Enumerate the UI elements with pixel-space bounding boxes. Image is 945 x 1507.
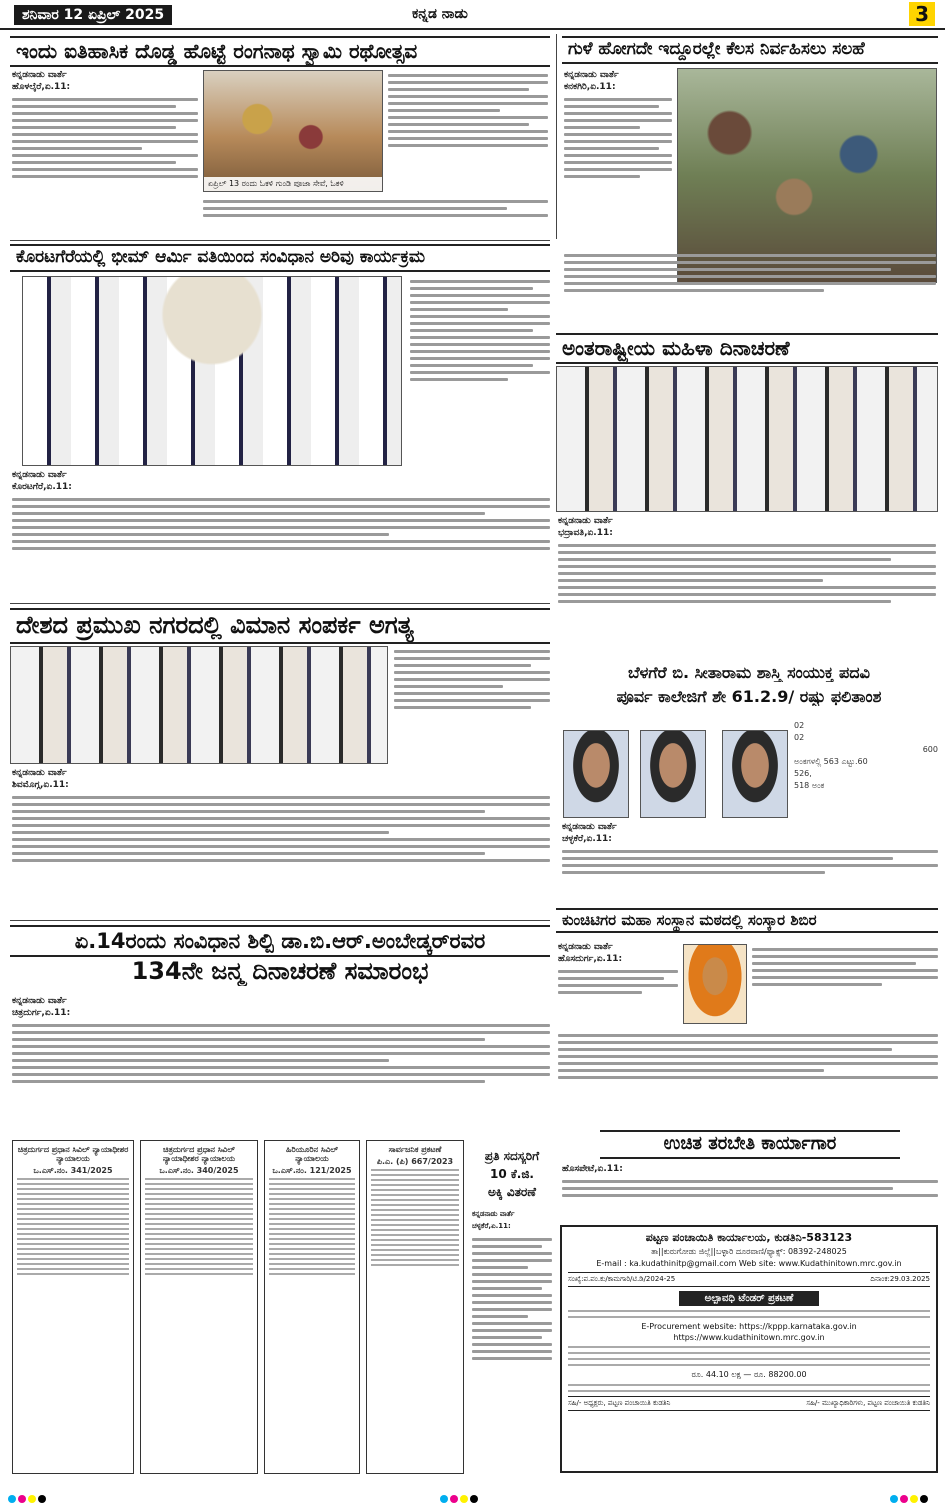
student-photo-2 xyxy=(640,730,706,818)
story9-body xyxy=(562,1176,938,1220)
tender-email: E-mail : ka.kudathinitp@gmail.com Web site: www.Kudathinitown.mrc.gov.in xyxy=(596,1259,902,1268)
newspaper-name: ಕನ್ನಡ ನಾಡು xyxy=(412,6,468,22)
story6-dateline: ಚಳ್ಳಕೆರೆ,ಏ.11: xyxy=(562,834,612,844)
story7-body xyxy=(12,1020,550,1132)
story10-headline-line2: 10 ಕೆ.ಜಿ. xyxy=(490,1168,534,1181)
story3-body-2 xyxy=(12,494,550,598)
story7-headline-line1: ಏ.14ರಂದು ಸಂವಿಧಾನ ಶಿಲ್ಪಿ ಡಾ.ಬಿ.ಆರ್.ಅಂಬೇಡ್ಕರ್‌ರವರ xyxy=(10,925,550,957)
notice-title: ಸಾರ್ವಜನಿಕ ಪ್ರಕಟಣೆ xyxy=(388,1145,442,1154)
story3-dateline: ಕೊರಟಗೆರೆ,ಏ.11: xyxy=(12,482,72,492)
color-marks-center xyxy=(440,1495,478,1503)
story6-figure: 02 xyxy=(794,721,805,730)
notice-case-number: ಒ.ಎಸ್.ನಂ. 340/2025 xyxy=(159,1166,239,1175)
story2-body-2 xyxy=(564,250,936,328)
student-photo-1 xyxy=(563,730,629,818)
legal-notice-4 xyxy=(366,1140,464,1474)
tender-date: ದಿನಾಂಕ:29.03.2025 xyxy=(870,1275,930,1283)
story7-dateline: ಚಿತ್ರದುರ್ಗ,ಏ.11: xyxy=(12,1008,71,1018)
tender-ref-bar xyxy=(568,1272,930,1287)
story3-photo xyxy=(22,276,402,466)
story4-body xyxy=(558,540,936,658)
legal-notice-2 xyxy=(140,1140,258,1474)
story2-body xyxy=(564,94,672,244)
story1-byline: ಕನ್ನಡನಾಡು ವಾರ್ತೆ xyxy=(12,70,67,80)
story1-photo xyxy=(203,70,383,192)
story2-dateline: ಕನಕಗಿರಿ,ಏ.11: xyxy=(564,82,616,92)
story6-body xyxy=(562,846,938,902)
notice-title: ಹಿರಿಯೂರಿನ ಸಿವಿಲ್ ನ್ಯಾಯಾಲಯ xyxy=(285,1145,339,1163)
story3-byline: ಕನ್ನಡನಾಡು ವಾರ್ತೆ xyxy=(12,470,67,480)
tender-emd: ರೂ. 88200.00 xyxy=(753,1370,807,1379)
page-number: 3 xyxy=(909,2,935,26)
story4-photo xyxy=(556,366,938,512)
story2-byline: ಕನ್ನಡನಾಡು ವಾರ್ತೆ xyxy=(564,70,619,80)
tender-amount-row: ರೂ. 44.10 ಲಕ್ಷ — ರೂ. 88200.00 xyxy=(691,1370,807,1379)
story1-body-2 xyxy=(388,70,548,195)
student-photo-3 xyxy=(722,730,788,818)
story4-headline: ಅಂತರಾಷ್ಟ್ರೀಯ ಮಹಿಳಾ ದಿನಾಚರಣೆ xyxy=(556,333,938,364)
story5-photo xyxy=(10,646,388,764)
tender-taluk: ತಾ||ಕುರುಗೋಡು ಜಿಲ್ಲೆ||ಬಳ್ಳಾರಿ ದೂರವಾಣಿ/ಫ್ಯಾಕ್ಸ್: 08392-248025 xyxy=(651,1247,847,1256)
story3-body xyxy=(410,276,550,471)
notice-case-number: ಒ.ಎಸ್.ನಂ. 341/2025 xyxy=(33,1166,113,1175)
masthead xyxy=(0,0,945,30)
story1-dateline: ಹೊಳಲ್ಕೆರೆ,ಏ.11: xyxy=(12,82,71,92)
story6-figure: ಅಂಕಗಳಲ್ಲಿ 563 ಎಟ್ಟು.60 xyxy=(794,757,868,766)
story8-body-2 xyxy=(752,944,938,1026)
story1-body xyxy=(12,94,198,234)
tender-ref: ಸಂಖ್ಯೆ:ಪ.ಪಂ.ಕು/ಕಾಮಗಾರಿ/ಟಿ.ಡಿ/2024-25 xyxy=(568,1275,676,1283)
story8-byline: ಕನ್ನಡನಾಡು ವಾರ್ತೆ xyxy=(558,942,613,952)
story4-dateline: ಭದ್ರಾವತಿ,ಏ.11: xyxy=(558,528,613,538)
tender-office: ಪಟ್ಟಣ ಪಂಚಾಯಿತಿ ಕಾರ್ಯಾಲಯ, ಕುಡತಿನಿ-583123 xyxy=(645,1231,853,1244)
notice-title: ಚಿತ್ರದುರ್ಗದ ಪ್ರಧಾನ ಸಿವಿಲ್ ನ್ಯಾಯಾಧೀಶರ ನ್ಯಾಯಾಲಯ xyxy=(17,1145,129,1163)
story10-body xyxy=(472,1234,552,1474)
tender-url-2: https://www.kudathinitown.mrc.gov.in xyxy=(673,1333,825,1342)
story1-photo-caption: ಏಪ್ರಿಲ್ 13 ರಂದು ಓಕಳಿ ಗುಂಡಿ ಪೂಜಾ ಸೇವೆ, ಓಕಳಿ xyxy=(204,177,382,191)
legal-notice-3 xyxy=(264,1140,360,1474)
story8-headline: ಕುಂಚಿಟಿಗರ ಮಹಾ ಸಂಸ್ಥಾನ ಮಠದಲ್ಲಿ ಸಂಸ್ಕಾರ ಶಿಬಿರ xyxy=(556,908,938,933)
story10-headline-line3: ಅಕ್ಕಿ ವಿತರಣೆ xyxy=(487,1186,537,1199)
story5-body xyxy=(394,646,550,764)
story10-byline: ಕನ್ನಡನಾಡು ವಾರ್ತೆ xyxy=(472,1210,515,1218)
story6-figures xyxy=(794,720,938,830)
color-marks-right xyxy=(890,1495,928,1503)
story5-dateline: ಶಿವಮೊಗ್ಗ,ಏ.11: xyxy=(12,780,69,790)
tender-notice xyxy=(560,1225,938,1473)
story10-dateline: ಚಳ್ಳಕೆರೆ,ಏ.11: xyxy=(472,1222,511,1230)
notice-title: ಚಿತ್ರದುರ್ಗದ ಪ್ರಧಾನ ಸಿವಿಲ್ ನ್ಯಾಯಾಧೀಶರ ನ್ಯಾಯಾಲಯ xyxy=(162,1145,236,1163)
story7-byline: ಕನ್ನಡನಾಡು ವಾರ್ತೆ xyxy=(12,996,67,1006)
legal-notice-1 xyxy=(12,1140,134,1474)
story5-byline: ಕನ್ನಡನಾಡು ವಾರ್ತೆ xyxy=(12,768,67,778)
tender-amount: ರೂ. 44.10 ಲಕ್ಷ xyxy=(691,1370,741,1379)
tender-sign-left: ಸಹಿ/- ಅಧ್ಯಕ್ಷರು, ಪಟ್ಟಣ ಪಂಚಾಯಿತಿ ಕುಡತಿನಿ xyxy=(568,1399,671,1407)
tender-sign-right: ಸಹಿ/- ಮುಖ್ಯಾಧಿಕಾರಿಗಳು, ಪಟ್ಟಣ ಪಂಚಾಯಿತಿ ಕುಡತಿನಿ xyxy=(806,1399,930,1407)
story9-dateline: ಹೊಸಪೇಟೆ,ಏ.11: xyxy=(562,1164,623,1174)
tender-url-1: E-Procurement website: https://kppp.karnataka.gov.in xyxy=(641,1322,857,1331)
swamiji-photo xyxy=(683,944,747,1024)
story5-headline: ದೇಶದ ಪ್ರಮುಖ ನಗರದಲ್ಲಿ ವಿಮಾನ ಸಂಪರ್ಕ ಅಗತ್ಯ xyxy=(10,608,550,644)
story6-figure: 600 xyxy=(922,745,938,754)
story6-headline-line2: ಪೂರ್ವ ಕಾಲೇಜಿಗೆ ಶೇ 61.2.9/ ರಷ್ಟು ಫಲಿತಾಂಶ xyxy=(616,688,882,706)
story5-body-2 xyxy=(12,792,550,917)
story6-figure: 518 ಅಂಕ xyxy=(794,781,825,790)
story2-headline: ಗುಳೆ ಹೋಗದೇ ಇದ್ದೂರಲ್ಲೇ ಕೆಲಸ ನಿರ್ವಹಿಸಲು ಸಲಹೆ xyxy=(562,36,938,64)
notice-case-number: ಒ.ಎಸ್.ನಂ. 121/2025 xyxy=(272,1166,352,1175)
color-marks-left xyxy=(8,1495,46,1503)
story1-headline: ಇಂದು ಐತಿಹಾಸಿಕ ದೊಡ್ಡ ಹೊಟ್ಟೆ ರಂಗನಾಥ ಸ್ವಾಮಿ ರಥೋತ್ಸವ xyxy=(10,36,550,67)
story8-body xyxy=(558,966,678,1026)
story6-figure: 02 xyxy=(794,733,805,742)
story6-headline-line1: ಬೆಳಗೆರೆ ಬಿ. ಸೀತಾರಾಮ ಶಾಸ್ತ್ರಿ ಸಂಯುಕ್ತ ಪದವಿ xyxy=(628,664,870,682)
story3-headline: ಕೊರಟಗೆರೆಯಲ್ಲಿ ಭೀಮ್ ಆರ್ಮಿ ವತಿಯಿಂದ ಸಂವಿಧಾನ ಅರಿವು ಕಾರ್ಯಕ್ರಮ xyxy=(10,244,550,272)
story6-byline: ಕನ್ನಡನಾಡು ವಾರ್ತೆ xyxy=(562,822,617,832)
story1-body-3 xyxy=(203,196,548,234)
issue-date: ಶನಿವಾರ 12 ಏಪ್ರಿಲ್ 2025 xyxy=(14,5,172,25)
tender-title: ಅಲ್ಪಾವಧಿ ಟೆಂಡರ್ ಪ್ರಕಟಣೆ xyxy=(679,1291,819,1306)
story7-headline-line2: 134ನೇ ಜನ್ಮ ದಿನಾಚರಣೆ ಸಮಾರಂಭ xyxy=(131,958,429,985)
tender-signatures xyxy=(568,1396,930,1411)
story6-figure: 526, xyxy=(794,769,812,778)
story4-byline: ಕನ್ನಡನಾಡು ವಾರ್ತೆ xyxy=(558,516,613,526)
story8-body-3 xyxy=(558,1030,938,1125)
notice-case-number: ಪಿ.ಎ. (ಪಿ) 667/2023 xyxy=(376,1157,454,1166)
story8-dateline: ಹೊಸದುರ್ಗ,ಏ.11: xyxy=(558,954,623,964)
story9-headline: ಉಚಿತ ತರಬೇತಿ ಕಾರ್ಯಾಗಾರ xyxy=(600,1130,900,1159)
story10-headline-line1: ಪ್ರತಿ ಸದಸ್ಯರಿಗೆ xyxy=(484,1150,540,1163)
